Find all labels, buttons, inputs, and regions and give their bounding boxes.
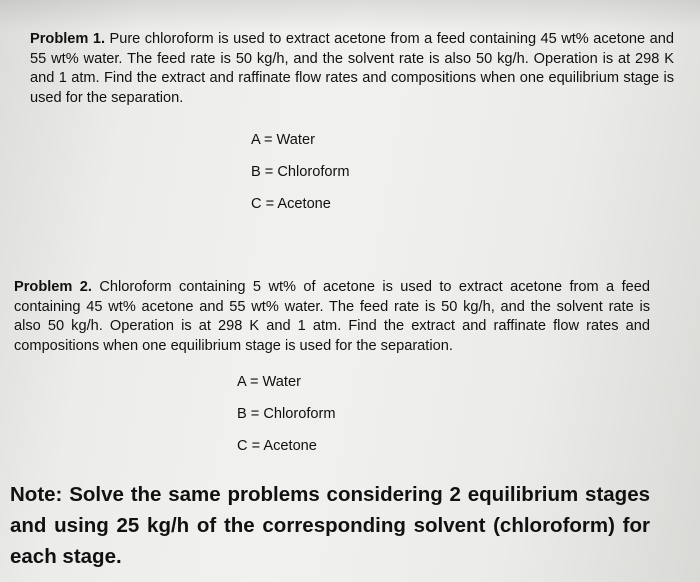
problem-2-label: Problem 2. <box>14 279 92 295</box>
problem-2-paragraph <box>14 278 650 356</box>
note-text: Note: Solve the same problems considering 2 equilibrium stages and using 25 kg/h of the corresponding solvent (chloroform) for each stage. <box>10 483 650 568</box>
problem-1-components <box>251 130 350 226</box>
problem-2-text: Chloroform containing 5 wt% of acetone is used to extract acetone from a feed containing 45 wt% acetone and 55 wt% water. The feed rate is 50 kg/h, and the solvent rate is also 50 kg/h. Operation is at 298 K and 1 atm. Find the extract and raffinate flow rates and compositions when one equilibrium stage is used for the separation. <box>14 279 650 354</box>
component-c: C = Acetone <box>237 438 317 454</box>
component-a: A = Water <box>251 132 315 148</box>
problem-1-paragraph <box>30 30 674 108</box>
page-shadow <box>0 0 700 30</box>
problem-1-text: Pure chloroform is used to extract acetone from a feed containing 45 wt% acetone and 55 wt% water. The feed rate is 50 kg/h, and the solvent rate is also 50 kg/h. Operation is at 298 K and 1 atm. Find the extract and raffinate flow rates and compositions when one equilibrium stage is used for the separation. <box>30 31 674 106</box>
problem-1-label: Problem 1. <box>30 31 106 47</box>
component-b: B = Chloroform <box>251 164 350 180</box>
component-b: B = Chloroform <box>237 406 336 422</box>
component-c: C = Acetone <box>251 196 331 212</box>
component-a: A = Water <box>237 374 301 390</box>
problem-2-components <box>237 372 336 468</box>
